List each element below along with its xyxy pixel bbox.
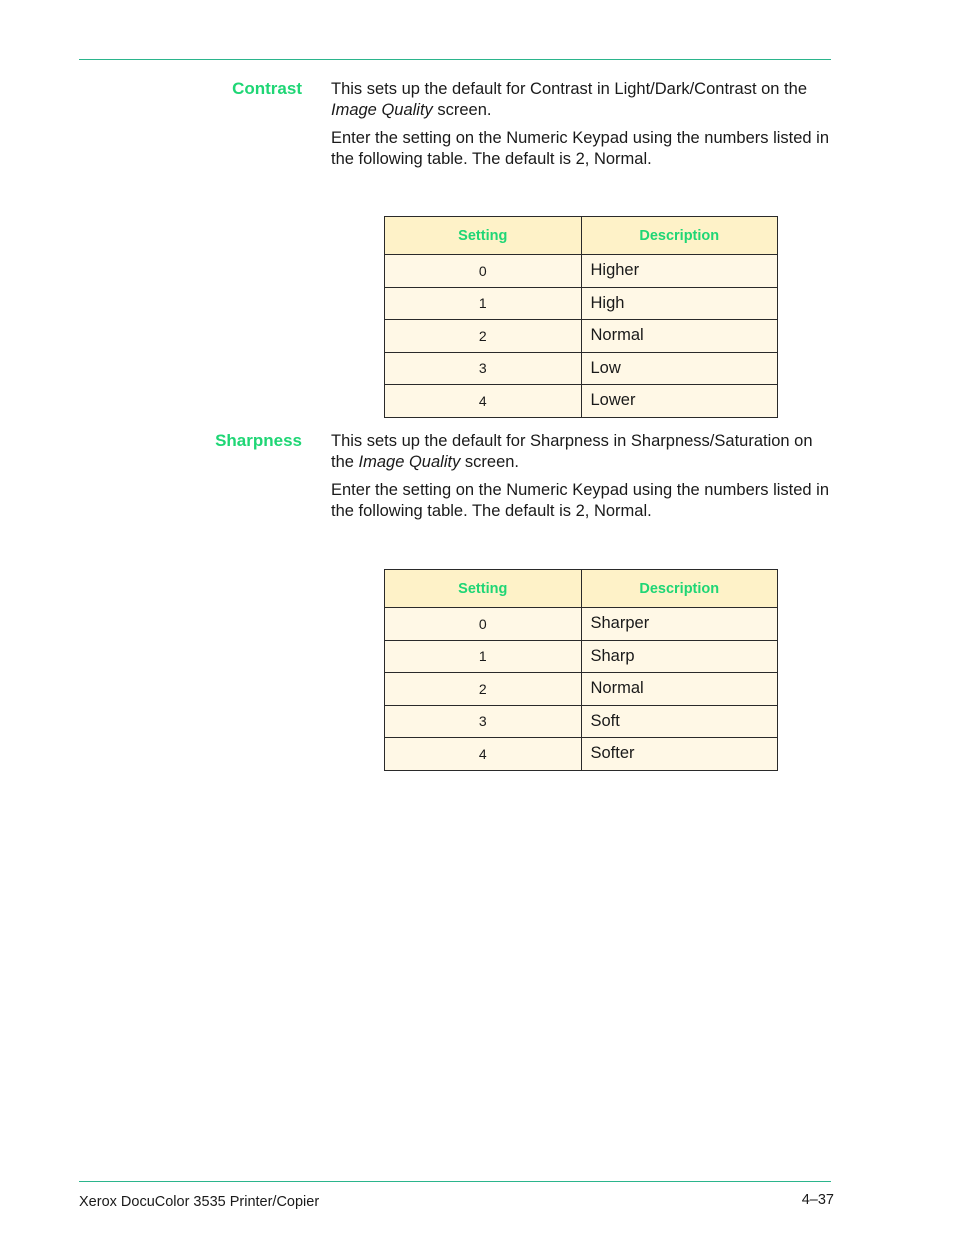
sharpness-para1-text: This sets up the default for Sharpness in Sharpness/Saturation on the — [331, 432, 813, 471]
sharpness-para1-emphasis: Image Quality — [358, 453, 461, 471]
contrast-description — [331, 79, 836, 177]
footer-document-title: Xerox DocuColor 3535 Printer/Copier — [79, 1194, 320, 1210]
table-row — [385, 320, 778, 353]
table-row — [385, 640, 778, 673]
contrast-para1-tail: screen. — [432, 101, 492, 119]
table-header-row — [385, 217, 778, 255]
description-cell: Normal — [581, 673, 778, 706]
setting-cell: 1 — [385, 640, 582, 673]
column-header-description: Description — [581, 217, 778, 255]
table-row — [385, 385, 778, 418]
sharpness-para1-tail: screen. — [460, 453, 520, 471]
setting-cell: 3 — [385, 352, 582, 385]
setting-cell: 4 — [385, 738, 582, 771]
setting-cell: 2 — [385, 673, 582, 706]
sharpness-heading: Sharpness — [215, 431, 302, 450]
column-header-setting: Setting — [385, 217, 582, 255]
contrast-para1-text: This sets up the default for Contrast in Light/Dark/Contrast on the — [331, 80, 807, 98]
description-cell: Soft — [581, 705, 778, 738]
table-row — [385, 738, 778, 771]
setting-cell: 3 — [385, 705, 582, 738]
sharpness-paragraph-1 — [331, 431, 836, 473]
contrast-heading: Contrast — [232, 79, 302, 98]
setting-cell: 2 — [385, 320, 582, 353]
setting-cell: 4 — [385, 385, 582, 418]
description-cell: Higher — [581, 255, 778, 288]
table-row — [385, 705, 778, 738]
setting-cell: 0 — [385, 608, 582, 641]
setting-cell: 0 — [385, 255, 582, 288]
description-cell: Low — [581, 352, 778, 385]
column-header-setting: Setting — [385, 570, 582, 608]
footer-rule — [79, 1181, 831, 1182]
description-cell: Sharp — [581, 640, 778, 673]
sharpness-description — [331, 431, 836, 529]
table-row — [385, 287, 778, 320]
sharpness-paragraph-2: Enter the setting on the Numeric Keypad using the numbers listed in the following table. The default is 2, Normal. — [331, 481, 830, 520]
contrast-paragraph-1 — [331, 79, 836, 121]
table-row — [385, 352, 778, 385]
description-cell: Normal — [581, 320, 778, 353]
column-header-description: Description — [581, 570, 778, 608]
setting-cell: 1 — [385, 287, 582, 320]
sharpness-settings-table — [384, 569, 778, 771]
contrast-settings-table — [384, 216, 778, 418]
description-cell: High — [581, 287, 778, 320]
description-cell: Softer — [581, 738, 778, 771]
description-cell: Sharper — [581, 608, 778, 641]
contrast-para1-emphasis: Image Quality — [331, 101, 433, 119]
table-row — [385, 608, 778, 641]
table-header-row — [385, 570, 778, 608]
contrast-paragraph-2: Enter the setting on the Numeric Keypad using the numbers listed in the following table. The default is 2, Normal. — [331, 129, 830, 168]
table-row — [385, 255, 778, 288]
table-row — [385, 673, 778, 706]
footer-page-number: 4–37 — [801, 1192, 834, 1208]
header-rule — [79, 59, 831, 60]
description-cell: Lower — [581, 385, 778, 418]
